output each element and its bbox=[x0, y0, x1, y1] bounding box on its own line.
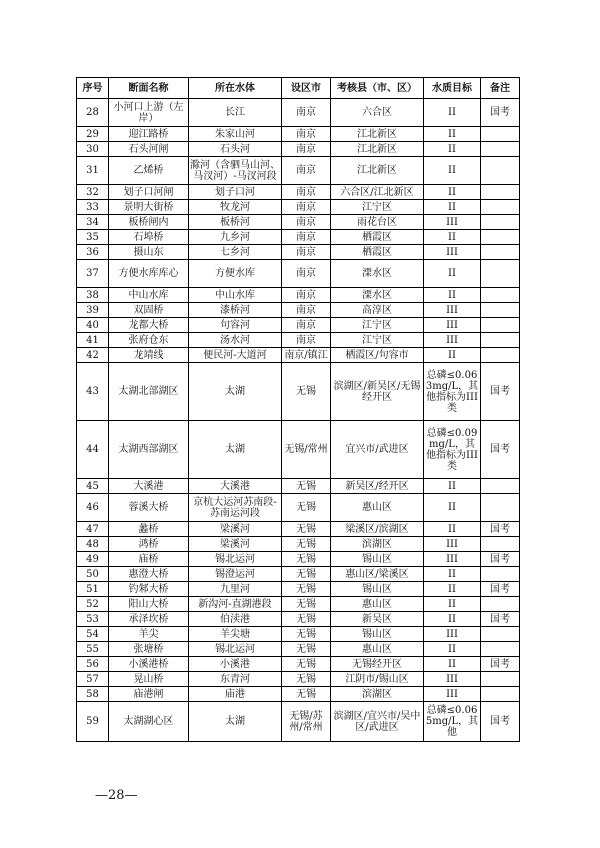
cell-note: 国考 bbox=[481, 657, 520, 672]
cell-city: 无锡 bbox=[282, 597, 331, 612]
cell-note bbox=[481, 157, 520, 185]
table-row bbox=[77, 318, 520, 333]
table-row bbox=[77, 200, 520, 215]
cell-note bbox=[481, 672, 520, 687]
cell-note bbox=[481, 348, 520, 363]
table-row bbox=[77, 494, 520, 522]
cell-city: 南京 bbox=[282, 288, 331, 303]
cell-note bbox=[481, 215, 520, 230]
cell-target: II bbox=[424, 582, 481, 597]
cell-no: 46 bbox=[77, 494, 109, 522]
cell-note: 国考 bbox=[481, 421, 520, 479]
cell-water: 太湖 bbox=[189, 421, 282, 479]
cell-no: 28 bbox=[77, 99, 109, 127]
cell-city: 无锡 bbox=[282, 642, 331, 657]
cell-water: 太湖 bbox=[189, 702, 282, 742]
cell-name: 小溪港桥 bbox=[109, 657, 189, 672]
cell-city: 南京 bbox=[282, 99, 331, 127]
cell-city: 南京 bbox=[282, 260, 331, 288]
cell-city: 南京 bbox=[282, 318, 331, 333]
cell-name: 钓邾大桥 bbox=[109, 582, 189, 597]
cell-name: 景明大街桥 bbox=[109, 200, 189, 215]
cell-target: III bbox=[424, 303, 481, 318]
cell-name: 鸿桥 bbox=[109, 537, 189, 552]
cell-target: II bbox=[424, 597, 481, 612]
cell-city: 无锡 bbox=[282, 567, 331, 582]
cell-note bbox=[481, 479, 520, 494]
table-row bbox=[77, 552, 520, 567]
table-row bbox=[77, 185, 520, 200]
cell-note bbox=[481, 288, 520, 303]
cell-target: 总磷≤0.065mg/L，其他 bbox=[424, 702, 481, 742]
cell-county: 江阴市/锡山区 bbox=[331, 672, 424, 687]
cell-county: 江宁区 bbox=[331, 318, 424, 333]
cell-name: 承泽坎桥 bbox=[109, 612, 189, 627]
cell-county: 惠山区 bbox=[331, 494, 424, 522]
header-cell: 备注 bbox=[481, 78, 520, 99]
cell-target: 总磷≤0.063mg/L，其他指标为III类 bbox=[424, 363, 481, 421]
cell-name: 晃山桥 bbox=[109, 672, 189, 687]
cell-no: 35 bbox=[77, 230, 109, 245]
cell-note bbox=[481, 142, 520, 157]
cell-name: 摄山东 bbox=[109, 245, 189, 260]
cell-water: 牧龙河 bbox=[189, 200, 282, 215]
cell-note bbox=[481, 494, 520, 522]
cell-city: 南京 bbox=[282, 333, 331, 348]
cell-target: II bbox=[424, 612, 481, 627]
table-row bbox=[77, 567, 520, 582]
cell-city: 无锡 bbox=[282, 582, 331, 597]
cell-no: 47 bbox=[77, 522, 109, 537]
cell-no: 32 bbox=[77, 185, 109, 200]
cell-name: 惠澄大桥 bbox=[109, 567, 189, 582]
cell-target: III bbox=[424, 318, 481, 333]
cell-note bbox=[481, 230, 520, 245]
cell-target: II bbox=[424, 260, 481, 288]
table-row bbox=[77, 597, 520, 612]
cell-note bbox=[481, 303, 520, 318]
cell-county: 新吴区 bbox=[331, 612, 424, 627]
cell-name: 羊尖 bbox=[109, 627, 189, 642]
cell-water: 京杭大运河苏南段-苏南运河段 bbox=[189, 494, 282, 522]
cell-water: 锡澄运河 bbox=[189, 567, 282, 582]
cell-no: 53 bbox=[77, 612, 109, 627]
table-row bbox=[77, 260, 520, 288]
header-cell: 所在水体 bbox=[189, 78, 282, 99]
cell-city: 无锡 bbox=[282, 672, 331, 687]
cell-note: 国考 bbox=[481, 702, 520, 742]
cell-target: II bbox=[424, 657, 481, 672]
cell-name: 乙烯桥 bbox=[109, 157, 189, 185]
cell-name: 大溪港 bbox=[109, 479, 189, 494]
cell-note bbox=[481, 627, 520, 642]
cell-name: 蓉溪大桥 bbox=[109, 494, 189, 522]
cell-target: II bbox=[424, 479, 481, 494]
cell-no: 43 bbox=[77, 363, 109, 421]
cell-target: III bbox=[424, 215, 481, 230]
cell-target: II bbox=[424, 567, 481, 582]
cell-name: 石头河闸 bbox=[109, 142, 189, 157]
cell-no: 55 bbox=[77, 642, 109, 657]
cell-target: III bbox=[424, 627, 481, 642]
cell-water: 锡北运河 bbox=[189, 642, 282, 657]
cell-city: 南京 bbox=[282, 200, 331, 215]
cell-no: 36 bbox=[77, 245, 109, 260]
cell-county: 梁溪区/滨湖区 bbox=[331, 522, 424, 537]
cell-name: 阳山大桥 bbox=[109, 597, 189, 612]
cell-target: II bbox=[424, 200, 481, 215]
cell-name: 双固桥 bbox=[109, 303, 189, 318]
table-row bbox=[77, 245, 520, 260]
cell-water: 伯渎港 bbox=[189, 612, 282, 627]
cell-target: III bbox=[424, 672, 481, 687]
table-row bbox=[77, 127, 520, 142]
page-number: —28— bbox=[95, 788, 138, 803]
cell-water: 梁溪河 bbox=[189, 522, 282, 537]
cell-no: 50 bbox=[77, 567, 109, 582]
table-header-row bbox=[77, 78, 520, 99]
cell-water: 中山水库 bbox=[189, 288, 282, 303]
cell-county: 江宁区 bbox=[331, 333, 424, 348]
cell-water: 板桥河 bbox=[189, 215, 282, 230]
cell-water: 便民河-大道河 bbox=[189, 348, 282, 363]
cell-city: 南京 bbox=[282, 157, 331, 185]
cell-target: II bbox=[424, 157, 481, 185]
cell-water: 长江 bbox=[189, 99, 282, 127]
cell-no: 38 bbox=[77, 288, 109, 303]
cell-city: 无锡 bbox=[282, 494, 331, 522]
cell-no: 31 bbox=[77, 157, 109, 185]
table-row bbox=[77, 582, 520, 597]
cell-target: III bbox=[424, 687, 481, 702]
table-row bbox=[77, 157, 520, 185]
table-row bbox=[77, 657, 520, 672]
table-row bbox=[77, 421, 520, 479]
cell-county: 栖霞区/句容市 bbox=[331, 348, 424, 363]
cell-city: 南京 bbox=[282, 142, 331, 157]
cell-city: 无锡 bbox=[282, 657, 331, 672]
cell-no: 45 bbox=[77, 479, 109, 494]
header-cell: 考核县（市、区） bbox=[331, 78, 424, 99]
cell-water: 七乡河 bbox=[189, 245, 282, 260]
table-row bbox=[77, 479, 520, 494]
header-cell: 断面名称 bbox=[109, 78, 189, 99]
cell-target: III bbox=[424, 552, 481, 567]
cell-no: 52 bbox=[77, 597, 109, 612]
cell-water: 梁溪河 bbox=[189, 537, 282, 552]
cell-county: 溧水区 bbox=[331, 260, 424, 288]
cell-no: 34 bbox=[77, 215, 109, 230]
cell-no: 54 bbox=[77, 627, 109, 642]
cell-county: 江北新区 bbox=[331, 142, 424, 157]
cell-note bbox=[481, 687, 520, 702]
cell-no: 58 bbox=[77, 687, 109, 702]
cell-note bbox=[481, 537, 520, 552]
cell-water: 石头河 bbox=[189, 142, 282, 157]
table-row bbox=[77, 627, 520, 642]
cell-name: 庙港闸 bbox=[109, 687, 189, 702]
cell-county: 江宁区 bbox=[331, 200, 424, 215]
cell-city: 南京/镇江 bbox=[282, 348, 331, 363]
cell-no: 44 bbox=[77, 421, 109, 479]
cell-county: 高淳区 bbox=[331, 303, 424, 318]
table-row bbox=[77, 142, 520, 157]
cell-water: 滁河（含驷马山河、马汊河）-马汊河段 bbox=[189, 157, 282, 185]
cell-city: 南京 bbox=[282, 185, 331, 200]
cell-target: II bbox=[424, 230, 481, 245]
cell-county: 宜兴市/武进区 bbox=[331, 421, 424, 479]
table-row bbox=[77, 303, 520, 318]
cell-note bbox=[481, 642, 520, 657]
table-row bbox=[77, 687, 520, 702]
cell-target: II bbox=[424, 522, 481, 537]
cell-county: 江北新区 bbox=[331, 127, 424, 142]
cell-name: 方便水库库心 bbox=[109, 260, 189, 288]
cell-target: III bbox=[424, 245, 481, 260]
cell-name: 小河口上游（左岸） bbox=[109, 99, 189, 127]
cell-city: 无锡/苏州/常州 bbox=[282, 702, 331, 742]
cell-note bbox=[481, 127, 520, 142]
cell-water: 方便水库 bbox=[189, 260, 282, 288]
cell-name: 划子口河闸 bbox=[109, 185, 189, 200]
cell-water: 九里河 bbox=[189, 582, 282, 597]
cell-water: 朱家山河 bbox=[189, 127, 282, 142]
header-cell: 序号 bbox=[77, 78, 109, 99]
cell-no: 48 bbox=[77, 537, 109, 552]
cell-county: 惠山区/梁溪区 bbox=[331, 567, 424, 582]
cell-county: 惠山区 bbox=[331, 597, 424, 612]
table-row bbox=[77, 522, 520, 537]
cell-no: 59 bbox=[77, 702, 109, 742]
cell-county: 锡山区 bbox=[331, 582, 424, 597]
cell-target: II bbox=[424, 348, 481, 363]
cell-target: II bbox=[424, 288, 481, 303]
cell-city: 无锡 bbox=[282, 479, 331, 494]
cell-city: 无锡 bbox=[282, 687, 331, 702]
cell-city: 无锡 bbox=[282, 363, 331, 421]
cell-water: 大溪港 bbox=[189, 479, 282, 494]
cell-city: 无锡 bbox=[282, 627, 331, 642]
cell-no: 33 bbox=[77, 200, 109, 215]
table-row bbox=[77, 642, 520, 657]
cell-target: II bbox=[424, 99, 481, 127]
cell-county: 惠山区 bbox=[331, 642, 424, 657]
cell-name: 张塘桥 bbox=[109, 642, 189, 657]
header-cell: 水质目标 bbox=[424, 78, 481, 99]
cell-target: II bbox=[424, 642, 481, 657]
cell-name: 龙靖线 bbox=[109, 348, 189, 363]
cell-county: 栖霞区 bbox=[331, 245, 424, 260]
cell-water: 庙港 bbox=[189, 687, 282, 702]
header-cell: 设区市 bbox=[282, 78, 331, 99]
cell-note: 国考 bbox=[481, 612, 520, 627]
table-row bbox=[77, 612, 520, 627]
table-body bbox=[77, 99, 520, 742]
cell-county: 栖霞区 bbox=[331, 230, 424, 245]
cell-no: 30 bbox=[77, 142, 109, 157]
cell-target: III bbox=[424, 537, 481, 552]
cell-water: 新沟河-直湖港段 bbox=[189, 597, 282, 612]
cell-city: 无锡 bbox=[282, 537, 331, 552]
table-row bbox=[77, 215, 520, 230]
cell-note: 国考 bbox=[481, 522, 520, 537]
cell-name: 张府仓东 bbox=[109, 333, 189, 348]
cell-note bbox=[481, 260, 520, 288]
cell-county: 溧水区 bbox=[331, 288, 424, 303]
water-quality-table bbox=[76, 77, 520, 742]
cell-water: 东青河 bbox=[189, 672, 282, 687]
cell-city: 无锡/常州 bbox=[282, 421, 331, 479]
cell-target: III bbox=[424, 333, 481, 348]
cell-water: 汤水河 bbox=[189, 333, 282, 348]
cell-name: 龙都大桥 bbox=[109, 318, 189, 333]
cell-county: 滨湖区 bbox=[331, 687, 424, 702]
cell-note bbox=[481, 245, 520, 260]
cell-name: 迎江路桥 bbox=[109, 127, 189, 142]
cell-no: 37 bbox=[77, 260, 109, 288]
cell-city: 南京 bbox=[282, 215, 331, 230]
cell-city: 无锡 bbox=[282, 612, 331, 627]
cell-county: 雨花台区 bbox=[331, 215, 424, 230]
cell-no: 39 bbox=[77, 303, 109, 318]
cell-water: 句容河 bbox=[189, 318, 282, 333]
cell-note: 国考 bbox=[481, 363, 520, 421]
cell-note bbox=[481, 318, 520, 333]
cell-water: 九乡河 bbox=[189, 230, 282, 245]
table-row bbox=[77, 230, 520, 245]
cell-no: 49 bbox=[77, 552, 109, 567]
cell-no: 42 bbox=[77, 348, 109, 363]
cell-county: 新吴区/经开区 bbox=[331, 479, 424, 494]
cell-note bbox=[481, 333, 520, 348]
cell-city: 南京 bbox=[282, 245, 331, 260]
table-row bbox=[77, 288, 520, 303]
cell-name: 太湖北部湖区 bbox=[109, 363, 189, 421]
cell-name: 庙桥 bbox=[109, 552, 189, 567]
cell-water: 锡北运河 bbox=[189, 552, 282, 567]
cell-note bbox=[481, 567, 520, 582]
cell-no: 57 bbox=[77, 672, 109, 687]
cell-name: 板桥闸内 bbox=[109, 215, 189, 230]
cell-target: 总磷≤0.09mg/L，其他指标为III类 bbox=[424, 421, 481, 479]
table-row bbox=[77, 99, 520, 127]
cell-city: 南京 bbox=[282, 303, 331, 318]
cell-no: 51 bbox=[77, 582, 109, 597]
cell-note: 国考 bbox=[481, 582, 520, 597]
cell-county: 无锡经开区 bbox=[331, 657, 424, 672]
cell-name: 中山水库 bbox=[109, 288, 189, 303]
cell-water: 漆桥河 bbox=[189, 303, 282, 318]
cell-target: II bbox=[424, 127, 481, 142]
cell-target: II bbox=[424, 142, 481, 157]
table-row bbox=[77, 702, 520, 742]
cell-county: 滨湖区/新吴区/无锡经开区 bbox=[331, 363, 424, 421]
table-row bbox=[77, 348, 520, 363]
cell-name: 太湖湖心区 bbox=[109, 702, 189, 742]
cell-name: 石埠桥 bbox=[109, 230, 189, 245]
cell-county: 六合区/江北新区 bbox=[331, 185, 424, 200]
cell-no: 29 bbox=[77, 127, 109, 142]
cell-note bbox=[481, 200, 520, 215]
cell-water: 小溪港 bbox=[189, 657, 282, 672]
table-row bbox=[77, 672, 520, 687]
cell-target: II bbox=[424, 494, 481, 522]
cell-no: 41 bbox=[77, 333, 109, 348]
cell-county: 江北新区 bbox=[331, 157, 424, 185]
cell-note: 国考 bbox=[481, 552, 520, 567]
cell-city: 南京 bbox=[282, 230, 331, 245]
cell-note: 国考 bbox=[481, 99, 520, 127]
table-row bbox=[77, 333, 520, 348]
cell-name: 太湖西部湖区 bbox=[109, 421, 189, 479]
cell-water: 划子口河 bbox=[189, 185, 282, 200]
cell-note bbox=[481, 597, 520, 612]
cell-city: 南京 bbox=[282, 127, 331, 142]
cell-water: 羊尖塘 bbox=[189, 627, 282, 642]
cell-county: 锡山区 bbox=[331, 627, 424, 642]
cell-city: 无锡 bbox=[282, 522, 331, 537]
table-row bbox=[77, 537, 520, 552]
cell-name: 蠡桥 bbox=[109, 522, 189, 537]
cell-note bbox=[481, 185, 520, 200]
cell-no: 40 bbox=[77, 318, 109, 333]
table-row bbox=[77, 363, 520, 421]
cell-county: 六合区 bbox=[331, 99, 424, 127]
cell-county: 滨湖区/宜兴市/吴中区/武进区 bbox=[331, 702, 424, 742]
cell-no: 56 bbox=[77, 657, 109, 672]
cell-county: 锡山区 bbox=[331, 552, 424, 567]
cell-county: 滨湖区 bbox=[331, 537, 424, 552]
cell-target: II bbox=[424, 185, 481, 200]
cell-water: 太湖 bbox=[189, 363, 282, 421]
cell-city: 无锡 bbox=[282, 552, 331, 567]
